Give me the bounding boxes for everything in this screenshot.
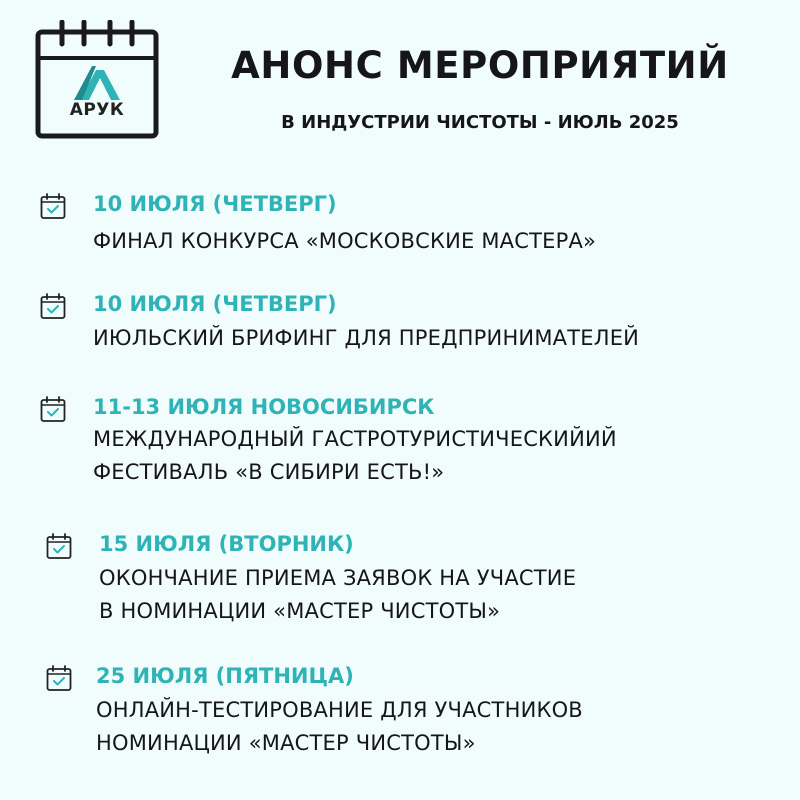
calendar-check-icon bbox=[46, 664, 72, 692]
event-description: НОМИНАЦИИ «МАСТЕР ЧИСТОТЫ» bbox=[96, 731, 476, 755]
event-description: ФИНАЛ КОНКУРСА «МОСКОВСКИЕ МАСТЕРА» bbox=[93, 229, 597, 253]
logo-text: АРУК bbox=[69, 100, 125, 120]
calendar-check-icon bbox=[40, 192, 66, 220]
aruk-logo bbox=[74, 66, 120, 100]
event-date: 11-13 ИЮЛЯ НОВОСИБИРСК bbox=[93, 395, 435, 419]
calendar-check-icon bbox=[40, 292, 66, 320]
event-date: 25 ИЮЛЯ (ПЯТНИЦА) bbox=[96, 664, 354, 688]
event-description: МЕЖДУНАРОДНЫЙ ГАСТРОТУРИСТИЧЕСКИЙИЙ bbox=[93, 427, 617, 451]
event-description: ФЕСТИВАЛЬ «В СИБИРИ ЕСТЬ!» bbox=[93, 460, 445, 484]
event-date: 10 ИЮЛЯ (ЧЕТВЕРГ) bbox=[93, 192, 337, 216]
calendar-check-icon bbox=[46, 532, 72, 560]
calendar-icon bbox=[34, 20, 160, 140]
event-date: 10 ИЮЛЯ (ЧЕТВЕРГ) bbox=[93, 292, 337, 316]
event-description: ОКОНЧАНИЕ ПРИЕМА ЗАЯВОК НА УЧАСТИЕ bbox=[99, 566, 577, 590]
event-description: ИЮЛЬСКИЙ БРИФИНГ ДЛЯ ПРЕДПРИНИМАТЕЛЕЙ bbox=[93, 326, 640, 350]
event-description: В НОМИНАЦИИ «МАСТЕР ЧИСТОТЫ» bbox=[99, 599, 501, 623]
calendar-logo-icon bbox=[34, 20, 160, 140]
event-date: 15 ИЮЛЯ (ВТОРНИК) bbox=[99, 532, 354, 556]
event-description: ОНЛАЙН-ТЕСТИРОВАНИЕ ДЛЯ УЧАСТНИКОВ bbox=[96, 698, 583, 722]
page-subtitle: В ИНДУСТРИИ ЧИСТОТЫ - ИЮЛЬ 2025 bbox=[281, 112, 679, 133]
calendar-check-icon bbox=[40, 395, 66, 423]
page-title: АНОНС МЕРОПРИЯТИЙ bbox=[231, 44, 729, 87]
